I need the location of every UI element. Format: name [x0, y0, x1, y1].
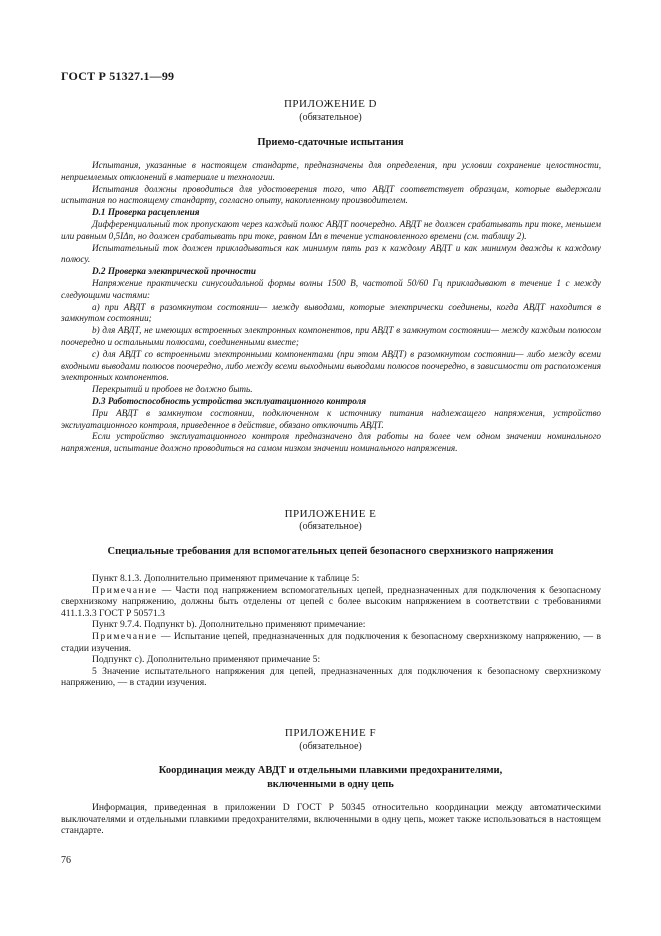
appendix-e-title: ПРИЛОЖЕНИЕ Е [284, 508, 377, 520]
appendix-f-title: ПРИЛОЖЕНИЕ F [284, 727, 377, 739]
note [61, 585, 601, 620]
list-item: а) при АВДТ в разомкнутом состоянии— между выводами, которые электрически соединены, когда АВДТ находится в замкнутом состоянии; [61, 301, 601, 324]
note: 5 Значение испытательного напряжения для цепей, предназначенных для подключения к безопасному сверхнизкому напряжению, — в стадии изучения. [61, 665, 601, 689]
paragraph: Испытания, указанные в настоящем стандарте, предназначены для определения, при условии сохранение целостности, неприемлемых отклонений в материале и технологии. [61, 160, 601, 182]
document-header: ГОСТ Р 51327.1—99 [61, 69, 175, 83]
note [61, 631, 601, 654]
paragraph: Если устройство эксплуатационного контроля предназначено для работы на более чем одном значении номинального напряжения, испытание должно проводиться на самом низком значении номинального напряжения. [61, 431, 601, 454]
list-item: b) для АВДТ, не имеющих встроенных электронных компонентов, при АВДТ в замкнутом состоянии— между каждым полюсом поочередно и остальными полюсами, соединенными вместе; [61, 325, 601, 347]
appendix-e-heading: Специальные требования для вспомогательных цепей безопасного сверхнизкого напряжения [107, 546, 554, 557]
paragraph: Испытания должны проводиться для удостоверения того, что АВДТ соответствует образцам, которые выдержали испытания по настоящему стандарту, согласно опыту, накопленному производителем. [61, 183, 601, 206]
note-label: Примечание [92, 584, 158, 596]
note-text: — Испытание цепей, предназначенных для подключения к безопасному сверхнизкому напряжению, — в стадии изучения. [61, 630, 601, 654]
note-text: — Части под напряжением вспомогательных цепей, предназначенных для подключения к безопасному сверхнизкому напряжению, должны быть отделены от цепей с более высоким напряжением в соответствии с требованиями 411.1.3.3 ГОСТ Р 50571.3 [61, 584, 601, 619]
subsection-title: D.1 Проверка расцепления [92, 207, 200, 218]
subsection-title: D.3 Работоспособность устройства эксплуатационного контроля [92, 395, 367, 406]
appendix-e-body [61, 573, 601, 689]
appendix-d-heading: Приемо-сдаточные испытания [257, 137, 404, 148]
paragraph: Испытательный ток должен прикладываться как минимум пять раз к каждому АВДТ и как минимум дважды к каждому полюсу. [61, 242, 601, 265]
paragraph: При АВДТ в замкнутом состоянии, подключенном к источнику питания надлежащего напряжения, устройство эксплуатационного контроля, приведенное в действие, обязано отключить АВДТ. [61, 407, 601, 430]
appendix-d-status: (обязательное) [299, 112, 362, 123]
heading-line: Координация между АВДТ и отдельными плавкими предохранителями, [158, 765, 503, 776]
paragraph: Дифференциальный ток пропускают через каждый полюс АВДТ поочередно. АВДТ не должен срабатывать при токе, меньшем или равным 0,5IΔn, но должен срабатывать при токе, равном IΔn в течение установленного времени (см. таблицу 2). [61, 218, 601, 241]
appendix-f-body [61, 802, 601, 837]
paragraph: Пункт 9.7.4. Подпункт b). Дополнительно применяют примечание: [92, 619, 366, 631]
paragraph: Подпункт с). Дополнительно применяют примечание 5: [92, 654, 321, 666]
list-item: с) для АВДТ со встроенными электронными компонентами (при этом АВДТ) в разомкнутом состоянии— либо между всеми входными выводами полюсов поочередно, либо между всеми выходными выводами полюсов поочередно, в зависимости от расположения электронных компонентов. [61, 348, 601, 383]
appendix-e-status: (обязательное) [299, 521, 362, 532]
note-label: Примечание [92, 630, 158, 642]
paragraph: Пункт 8.1.3. Дополнительно применяют примечание к таблице 5: [92, 573, 360, 584]
subsection-title: D.2 Проверка электрической прочности [92, 266, 256, 277]
paragraph: Информация, приведенная в приложении D ГОСТ Р 50345 относительно координации между автоматическими выключателями и отдельными плавкими предохранителями, включенными в одну цепь, может также использоваться в настоящем стандарте. [61, 802, 601, 837]
appendix-d-body [61, 160, 601, 455]
appendix-f-status: (обязательное) [299, 741, 362, 752]
appendix-d-title: ПРИЛОЖЕНИЕ D [283, 98, 377, 110]
appendix-f-heading [0, 764, 661, 792]
heading-line: включенными в одну цепь [267, 779, 394, 790]
paragraph: Перекрытий и пробоев не должно быть. [92, 384, 253, 395]
page-number: 76 [61, 855, 71, 866]
paragraph: Напряжение практически синусоидальной формы волны 1500 В, частотой 50/60 Гц прикладывают в течение 1 с между следующими частями: [61, 277, 601, 300]
